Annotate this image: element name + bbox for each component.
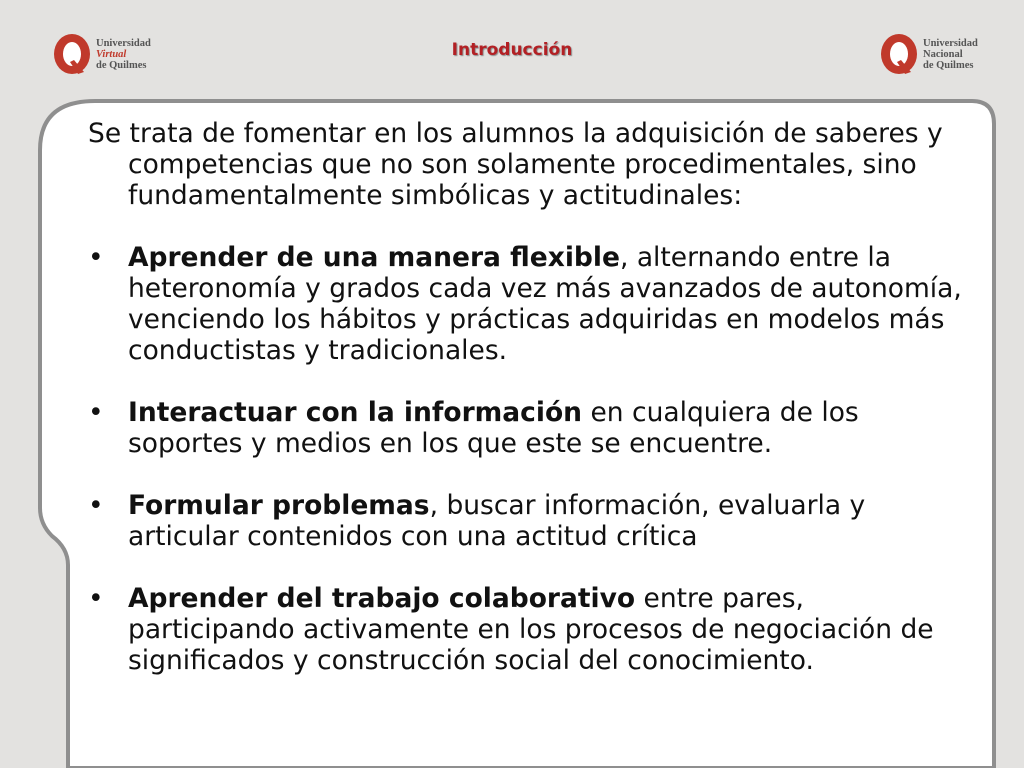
logo-line1: Universidad	[923, 37, 978, 49]
bullet-bold: Interactuar con la información	[128, 397, 583, 428]
bullet-icon: •	[88, 242, 104, 273]
bullet-item	[88, 242, 968, 366]
bullet-bold: Aprender de una manera flexible	[128, 242, 620, 273]
logo-line2: Nacional	[923, 48, 963, 60]
intro-paragraph: Se trata de fomentar en los alumnos la adquisición de saberes y competencias que no son solamente procedimentales, sino fundamentalmente simbólicas y actitudinales:	[88, 118, 943, 211]
bullet-text: en cualquiera de los soportes y medios en los que este se encuentre.	[128, 397, 859, 459]
bullet-item	[88, 583, 968, 676]
bullet-item	[88, 490, 968, 552]
logo-line2: Virtual	[96, 48, 127, 60]
slide-body	[88, 118, 968, 676]
bullet-icon: •	[88, 397, 104, 428]
logo-line1: Universidad	[96, 37, 151, 49]
bullet-item	[88, 397, 968, 459]
bullet-bold: Formular problemas	[128, 490, 430, 521]
bullet-text: , alternando entre la heteronomía y grados cada vez más avanzados de autonomía, venciendo los hábitos y prácticas adquiridas en modelos más conductistas y tradicionales.	[128, 242, 962, 366]
bullet-bold: Aprender del trabajo colaborativo	[128, 583, 636, 614]
page-title: Introducción	[451, 40, 573, 60]
bullet-icon: •	[88, 490, 104, 521]
bullet-icon: •	[88, 583, 104, 614]
bullet-text: , buscar información, evaluarla y articular contenidos con una actitud crítica	[128, 490, 866, 552]
logo-line3: de Quilmes	[96, 59, 147, 71]
bullet-text: entre pares, participando activamente en los procesos de negociación de significados y construcción social del conocimiento.	[128, 583, 934, 676]
logo-line3: de Quilmes	[923, 59, 974, 71]
unq-logo	[879, 30, 978, 78]
unq-emblem-icon	[879, 32, 919, 76]
